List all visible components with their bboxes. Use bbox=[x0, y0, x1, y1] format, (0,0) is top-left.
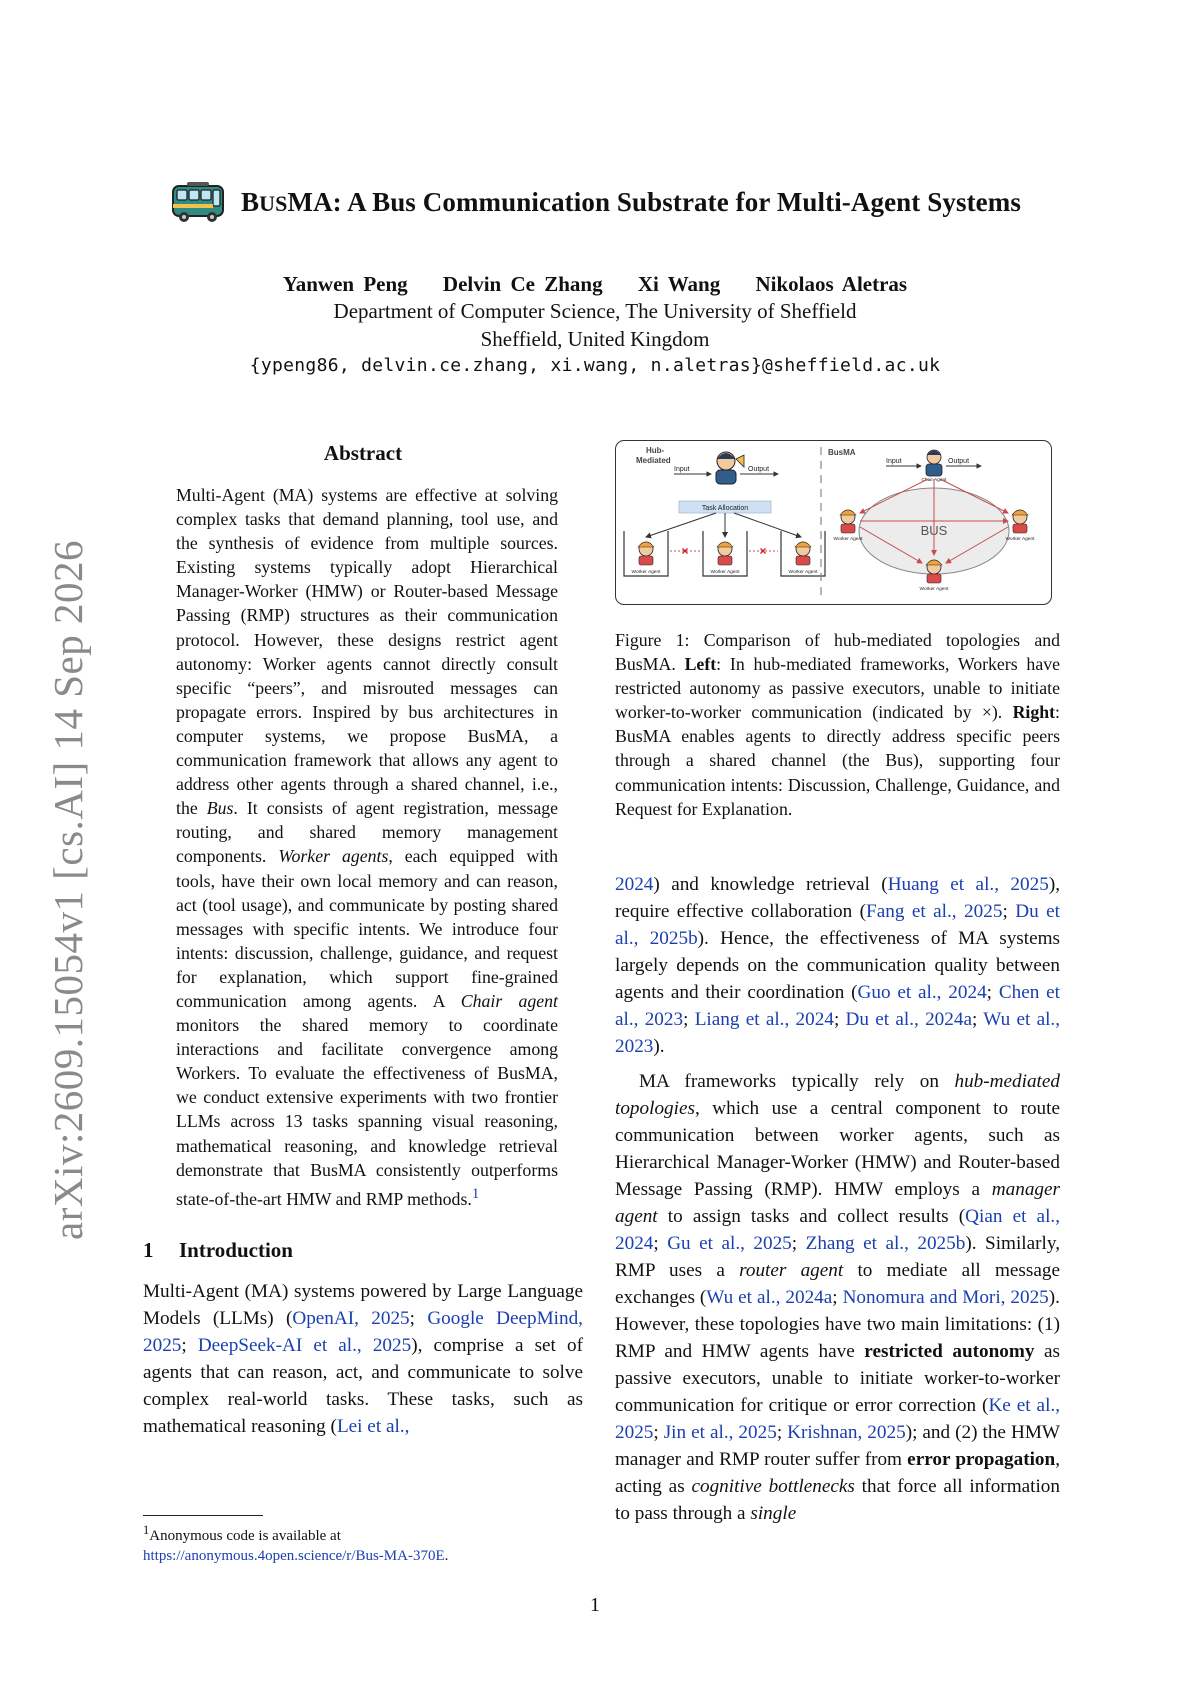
busma-panel-title: BusMA bbox=[828, 448, 856, 457]
citation-link[interactable]: Google DeepMind, 2025 bbox=[143, 1307, 583, 1356]
citation-link[interactable]: Wu et al., 2024a bbox=[706, 1287, 833, 1308]
worker-agent-icon bbox=[834, 510, 864, 542]
footnote-link[interactable]: 1 bbox=[471, 1185, 480, 1202]
input-label: Input bbox=[674, 466, 690, 473]
worker-agent-icon bbox=[1006, 510, 1036, 542]
blocked-x-icon: × bbox=[681, 544, 689, 558]
input-label: Input bbox=[886, 458, 902, 465]
citation-link[interactable]: Du et al., 2024a bbox=[845, 1009, 972, 1030]
worker-agent-icon bbox=[624, 531, 668, 576]
citation-link[interactable]: OpenAI, 2025 bbox=[292, 1307, 410, 1329]
output-label: Output bbox=[948, 458, 970, 465]
author-name: Xi Wang bbox=[637, 272, 721, 296]
task-allocation-label: Task Allocation bbox=[701, 505, 749, 512]
figure-1-diagram bbox=[616, 441, 1051, 604]
footnote: $^1$Anonymous code is available at https://anonymous.4open.science/r/Bus-MA-370E. bbox=[143, 1523, 449, 1564]
hub-mediated-title: Mediated bbox=[636, 456, 671, 465]
citation-link[interactable]: Fang et al., 2025 bbox=[866, 901, 1003, 922]
abstract-heading: Abstract bbox=[323, 441, 403, 465]
intro-paragraph-continued: 2024) and knowledge retrieval (Huang et al., 2025), require effective collaboration (Fang et al., 2025; Du et al., 2025b). Hence, the effectiveness of MA systems largely depends on the communication quality between agents and their coordination (Guo et al., 2024; Chen et al., 2023; Liang et al., 2024; Du et al., 2024a; Wu et al., 2023). bbox=[615, 874, 1061, 1057]
author-name: Yanwen Peng bbox=[282, 272, 408, 296]
worker-agent-icon bbox=[703, 531, 747, 576]
citation-link[interactable]: Wu et al., 2023 bbox=[615, 1009, 1061, 1057]
paper-title: BUSMA: A Bus Communication Substrate for Multi-Agent Systems bbox=[241, 186, 1021, 217]
manager-agent-icon bbox=[716, 452, 744, 484]
abstract-body: Multi-Agent (MA) systems are effective at solving complex tasks that demand planning, tool use, and the synthesis of evidence from multiple sources. Existing systems typically adopt Hierarchical Manager-Worker (HMW) or Router-based Message Passing (RMP) structures as their communication protocol. However, these designs restrict agent autonomy: Worker agents cannot directly consult specific “peers”, and misrouted messages can propagate errors. Inspired by bus architectures in computer systems, we propose BusMA, a communication framework that allows any agent to address other agents through a shared channel, i.e., the Bus. It consists of agent registration, message routing, and shared memory management components. Worker agents, each equipped with tools, have their own local memory and can reason, act (tool usage), and communicate by posting shared messages with specific intents. We introduce four intents: discussion, challenge, guidance, and request for explanation, which support fine-grained communication among agents. A Chair agent monitors the shared memory to coordinate interactions and facilitate convergence among Workers. To evaluate the effectiveness of BusMA, we conduct extensive experiments with two frontier LLMs across 13 tasks spanning visual reasoning, mathematical reasoning, and knowledge retrieval demonstrate that BusMA consistently outperforms state-of-the-art HMW and RMP methods.$^1$ bbox=[176, 485, 559, 1209]
citation-link[interactable]: Krishnan, 2025 bbox=[787, 1422, 906, 1443]
author-name: Delvin Ce Zhang bbox=[442, 272, 603, 296]
affiliation-location: Sheffield, United Kingdom bbox=[480, 327, 710, 351]
output-label: Output bbox=[748, 466, 770, 473]
page-number: 1 bbox=[590, 1594, 600, 1616]
citation-link[interactable]: Jin et al., 2025 bbox=[663, 1422, 777, 1443]
title-block bbox=[0, 180, 1190, 376]
blocked-x-icon: × bbox=[759, 544, 767, 558]
citation-link[interactable]: Nonomura and Mori, 2025 bbox=[842, 1287, 1049, 1308]
citation-link[interactable]: Huang et al., 2025 bbox=[887, 874, 1049, 895]
right-column-text bbox=[615, 871, 1060, 1527]
intro-paragraph: Multi-Agent (MA) systems powered by Large Language Models (LLMs) (OpenAI, 2025; Google DeepMind, 2025; DeepSeek-AI et al., 2025), comprise a set of agents that can reason, act, and communicate to solve complex real-world tasks. These tasks, such as mathematical reasoning (Lei et al., bbox=[143, 1280, 583, 1437]
citation-link[interactable]: 2024 bbox=[615, 874, 654, 895]
author-emails: {ypeng86, delvin.ce.zhang, xi.wang, n.aletras}@sheffield.ac.uk bbox=[249, 355, 941, 376]
citation-link[interactable]: Chen et al., 2023 bbox=[615, 982, 1060, 1030]
citation-link[interactable]: Ke et al., 2025 bbox=[615, 1395, 1060, 1443]
citation-link[interactable]: Liang et al., 2024 bbox=[694, 1009, 834, 1030]
author-list bbox=[0, 272, 1190, 297]
citation-link[interactable]: Lei et al., bbox=[336, 1415, 410, 1437]
citation-link[interactable]: Gu et al., 2025 bbox=[667, 1233, 792, 1254]
svg-text:Worker Agent: Worker Agent bbox=[919, 587, 949, 592]
citation-link[interactable]: Guo et al., 2024 bbox=[857, 982, 987, 1003]
svg-text:Worker Agent: Worker Agent bbox=[631, 570, 661, 575]
svg-text:Worker Agent: Worker Agent bbox=[788, 570, 818, 575]
left-column bbox=[143, 440, 583, 1440]
hub-mediated-title: Hub- bbox=[646, 446, 665, 455]
worker-agent-icon bbox=[781, 531, 825, 576]
svg-text:Worker Agent: Worker Agent bbox=[710, 570, 740, 575]
figure-1-caption: Figure 1: Comparison of hub-mediated topologies and BusMA. Left: In hub-mediated frameworks, Workers have restricted autonomy as passive executors, unable to initiate worker-to-worker communication (indicated by ×). Right: BusMA enables agents to directly address specific peers through a shared channel (the Bus), supporting four communication intents: Discussion, Challenge, Guidance, and Request for Explanation. bbox=[615, 630, 1060, 819]
figure-1 bbox=[615, 440, 1052, 605]
author-name: Nikolaos Aletras bbox=[755, 272, 908, 296]
affiliation-department: Department of Computer Science, The University of Sheffield bbox=[333, 299, 857, 323]
citation-link[interactable]: Qian et al., 2024 bbox=[615, 1206, 1061, 1254]
title-row bbox=[0, 180, 1190, 224]
code-url-link[interactable]: https://anonymous.4open.science/r/Bus-MA-370E bbox=[143, 1548, 445, 1564]
arxiv-stamp: arXiv:2609.15054v1 [cs.AI] 14 Sep 2026 bbox=[45, 540, 91, 1240]
citation-link[interactable]: Du et al., 2025b bbox=[615, 901, 1060, 949]
svg-text:Chair Agent: Chair Agent bbox=[921, 478, 947, 483]
svg-text:Worker Agent: Worker Agent bbox=[833, 537, 863, 542]
citation-link[interactable]: DeepSeek-AI et al., 2025 bbox=[197, 1334, 412, 1356]
footnote-rule bbox=[143, 1515, 263, 1516]
svg-text:Worker Agent: Worker Agent bbox=[1005, 537, 1035, 542]
bus-label: BUS bbox=[920, 523, 948, 538]
intro-paragraph: MA frameworks typically rely on hub-mediated topologies, which use a central component to route communication between worker agents, such as Hierarchical Manager-Worker (HMW) and Router-based Message Passing (RMP). HMW employs a manager agent to assign tasks and collect results (Qian et al., 2024; Gu et al., 2025; Zhang et al., 2025b). Similarly, RMP uses a router agent to mediate all message exchanges (Wu et al., 2024a; Nonomura and Mori, 2025). However, these topologies have two main limitations: (1) RMP and HMW agents have restricted autonomy as passive executors, unable to initiate worker-to-worker communication for critique or error correction (Ke et al., 2025; Jin et al., 2025; Krishnan, 2025); and (2) the HMW manager and RMP router suffer from error propagation, acting as cognitive bottlenecks that force all information to pass through a single bbox=[615, 1071, 1061, 1524]
section-heading-introduction: 1 Introduction bbox=[143, 1237, 293, 1262]
bus-logo-icon bbox=[169, 180, 227, 224]
chair-agent-icon bbox=[921, 450, 947, 483]
citation-link[interactable]: Zhang et al., 2025b bbox=[805, 1233, 966, 1254]
